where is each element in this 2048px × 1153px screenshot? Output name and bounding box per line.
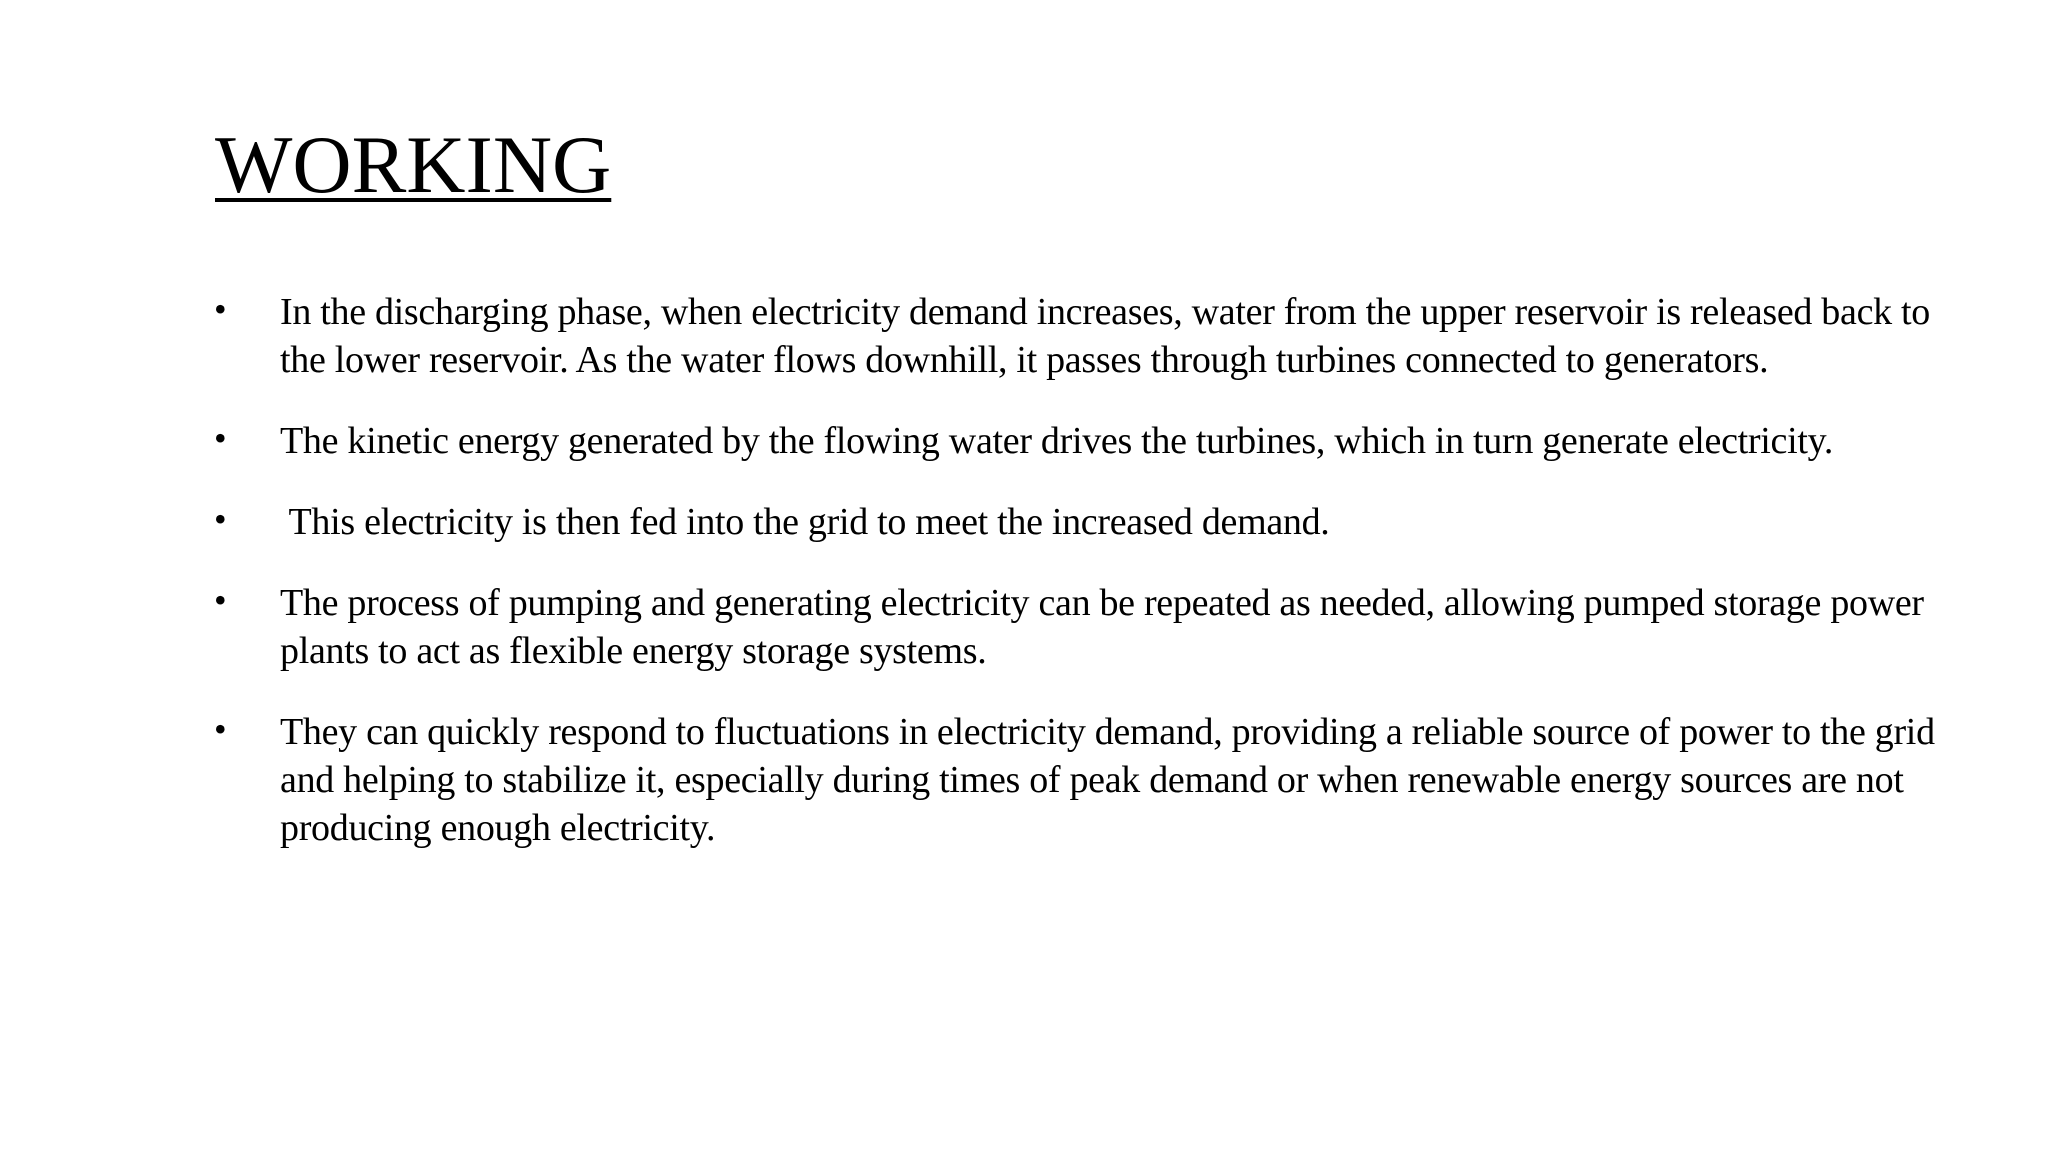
bullet-item	[214, 708, 1944, 852]
bullet-text: They can quickly respond to fluctuations in electricity demand, providing a reliable source of power to the grid and helping to stabilize it, especially during times of peak demand or when renewable energy sources are not producing enough electricity.	[280, 711, 1935, 849]
bullet-dot-icon: •	[214, 580, 227, 620]
bullet-item	[214, 417, 1944, 465]
slide-title: WORKING	[215, 119, 612, 210]
bullet-text: The kinetic energy generated by the flowing water drives the turbines, which in turn generate electricity.	[280, 420, 1834, 462]
bullet-item	[214, 498, 1944, 546]
bullet-list	[214, 288, 1944, 885]
bullet-text: In the discharging phase, when electricity demand increases, water from the upper reservoir is released back to the lower reservoir. As the water flows downhill, it passes through turbines connected to generators.	[280, 291, 1931, 381]
bullet-text: This electricity is then fed into the grid to meet the increased demand.	[280, 501, 1330, 543]
bullet-dot-icon: •	[214, 418, 227, 458]
bullet-item	[214, 579, 1944, 675]
bullet-dot-icon: •	[214, 709, 227, 749]
bullet-item	[214, 288, 1944, 384]
bullet-dot-icon: •	[214, 289, 227, 329]
bullet-text: The process of pumping and generating electricity can be repeated as needed, allowing pumped storage power plants to act as flexible energy storage systems.	[280, 582, 1924, 672]
bullet-dot-icon: •	[214, 499, 227, 539]
